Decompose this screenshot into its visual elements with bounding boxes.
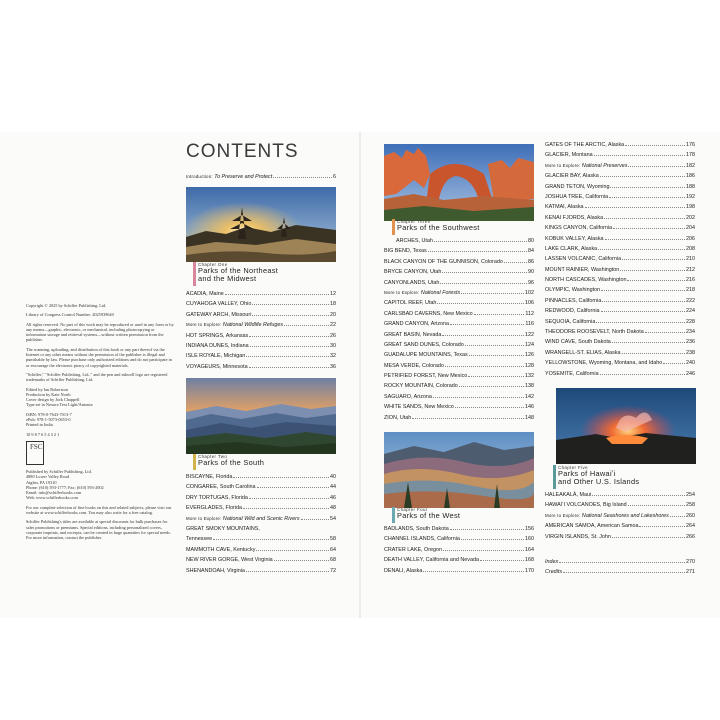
chapter-one-list [186,289,336,372]
isbn-paragraph: ISBN: 978-0-7643-7013-7 ePub: 978-1-5073-0653-0 Printed in India [26,411,72,428]
toc-entry[interactable]: WIND CAVE, South Dakota 236 [545,339,695,346]
toc-entry[interactable]: EVERGLADES, Florida 48 [186,505,336,512]
toc-entry[interactable]: GREAT SAND DUNES, Colorado 124 [384,341,534,348]
toc-entry[interactable]: JOSHUA TREE, California 192 [545,193,695,200]
toc-entry[interactable]: SAGUARO, Arizona 142 [384,393,534,400]
toc-entry[interactable]: BRYCE CANYON, Utah 90 [384,269,534,276]
toc-entry[interactable]: CANYONLANDS, Utah 96 [384,279,534,286]
toc-entry[interactable]: BIG BEND, Texas 84 [384,248,534,255]
toc-entry[interactable]: LAKE CLARK, Alaska 208 [545,245,695,252]
toc-entry[interactable]: OLYMPIC, Washington 218 [545,287,695,294]
chapter-three-list [384,236,534,423]
toc-entry-credits[interactable]: Credits 271 [545,569,695,576]
toc-entry[interactable]: NEW RIVER GORGE, West Virginia 68 [186,557,336,564]
toc-entry[interactable]: SHENANDOAH, Virginia 72 [186,567,336,574]
chapter-five-list [545,490,695,542]
chapter-five-photo [556,388,696,464]
chapter-two-photo [186,378,336,454]
toc-entry[interactable]: More to Explore: National Preserves 182 [545,162,695,169]
chapter-one-photo [186,187,336,262]
toc-entry[interactable]: CUYAHOGA VALLEY, Ohio 18 [186,301,336,308]
toc-entry[interactable]: CHANNEL ISLANDS, California 160 [384,536,534,543]
toc-entry[interactable]: KENAI FJORDS, Alaska 202 [545,214,695,221]
copyright-block [26,303,174,545]
toc-entry[interactable]: More to Explore: National Wild and Scenic Rivers 54 [186,515,336,522]
toc-entry[interactable]: NORTH CASCADES, Washington 216 [545,277,695,284]
toc-entry[interactable]: DENALI, Alaska 170 [384,567,534,574]
chapter-two-heading: Chapter Two Parks of the South [198,454,264,467]
toc-entry[interactable]: CARLSBAD CAVERNS, New Mexico 112 [384,310,534,317]
bulk-paragraph: Schiffer Publishing's titles are available at special discounts for bulk purchases for sales promotions or premiums. Special editions, including personalized covers, corporate imprints, and excerpts, can be created in large quantities for special needs. For more information, contact the publisher. [26,519,171,541]
toc-entry[interactable]: LASSEN VOLCANIC, California 210 [545,256,695,263]
toc-entry[interactable]: GLACIER, Montana 178 [545,152,695,159]
back-matter-list [545,557,695,578]
toc-entry[interactable]: GUADALUPE MOUNTAINS, Texas 126 [384,352,534,359]
toc-entry[interactable]: GLACIER BAY, Alaska 186 [545,173,695,180]
toc-entry[interactable]: GATEWAY ARCH, Missouri 20 [186,311,336,318]
toc-entry[interactable]: HAWAIʻI VOLCANOES, Big Island 258 [545,502,695,509]
toc-entry[interactable]: HALEAKALĀ, Maui 254 [545,492,695,498]
toc-entry[interactable]: ISLE ROYALE, Michigan 32 [186,353,336,360]
toc-entry[interactable]: KOBUK VALLEY, Alaska 206 [545,235,695,242]
chapter-three-photo [384,144,534,221]
printing-line: 10 9 8 7 6 5 4 3 2 1 [26,431,60,437]
rights-paragraph: All rights reserved. No part of this work may be reproduced or used in any form or by any means—graphic, electronic, or mechanical, including photocopying or information storage and retrieval systems—without written permission from the publisher. [26,321,174,343]
toc-entry[interactable]: YOSEMITE, California 246 [545,370,695,377]
toc-entry[interactable]: PETRIFIED FOREST, New Mexico 132 [384,373,534,380]
toc-entry[interactable]: BLACK CANYON OF THE GUNNISON, Colorado 86 [384,258,534,265]
publisher-address: Published by Schiffer Publishing, Ltd. 4880 Lower Valley Road Atglen, PA 19310 Phone: (610) 593-1777; Fax: (610) 593-2002 Email: info@schifferbooks.com Web: www.schifferbooks.com [26,468,104,501]
fsc-logo-icon: FSC [26,441,44,465]
toc-entry[interactable]: KATMAI, Alaska 198 [545,204,695,211]
toc-entry[interactable]: VIRGIN ISLANDS, St. John 266 [545,533,695,540]
catalog-paragraph: For our complete selection of fine books on this and related subjects, please visit our website at www.schifferbooks.com. You may also write for a free catalog. [26,504,172,516]
trademark-paragraph: "Schiffer," "Schiffer Publishing, Ltd.," and the pen and inkwell logo are registered trademarks of Schiffer Publishing, Ltd. [26,371,168,383]
toc-entry[interactable]: ROCKY MOUNTAIN, Colorado 138 [384,383,534,390]
toc-entry[interactable]: GREAT SMOKY MOUNTAINS, [186,525,260,532]
toc-entry[interactable]: BISCAYNE, Florida 40 [186,474,336,480]
toc-entry[interactable]: GATES OF THE ARCTIC, Alaska 176 [545,142,695,148]
toc-entry[interactable]: CONGAREE, South Carolina 44 [186,484,336,491]
toc-entry[interactable]: MESA VERDE, Colorado 128 [384,362,534,369]
toc-entry[interactable]: HOT SPRINGS, Arkansas 26 [186,332,336,339]
page-title: CONTENTS [186,141,299,162]
toc-entry[interactable]: More to Explore: National Seashores and Lakeshores 260 [545,512,695,519]
toc-entry[interactable]: DRY TORTUGAS, Florida 46 [186,494,336,501]
chapter-one-heading: Chapter One Parks of the Northeast and the Midwest [198,262,278,283]
toc-entry[interactable]: CRATER LAKE, Oregon 164 [384,546,534,553]
toc-entry[interactable]: MOUNT RAINIER, Washington 212 [545,266,695,273]
toc-entry[interactable]: KINGS CANYON, California 204 [545,225,695,232]
toc-entry[interactable]: ZION, Utah 148 [384,414,534,421]
chapter-four-list-continued [545,140,695,379]
chapter-five-heading: Chapter Five Parks of Hawaiʻi and Other U.S. Islands [558,465,639,486]
chapter-four-list [384,524,534,576]
toc-entry[interactable]: GRAND TETON, Wyoming 188 [545,183,695,190]
toc-entry[interactable]: BADLANDS, South Dakota 156 [384,526,534,532]
toc-entry[interactable]: CAPITOL REEF, Utah 106 [384,300,534,307]
chapter-three-heading: Chapter Three Parks of the Southwest [397,219,480,232]
toc-entry[interactable]: SEQUOIA, California 228 [545,318,695,325]
chapter-four-heading: Chapter Four Parks of the West [397,507,460,520]
piracy-paragraph: The scanning, uploading, and distribution of this book or any part thereof via the Internet or any other means without the permission of the publisher is illegal and punishable by law. Please purchase only authorized editions and do not participate in or encourage the electronic piracy of copyrighted materials. [26,346,172,368]
chapter-two-list [186,472,336,576]
toc-entry[interactable]: DEATH VALLEY, California and Nevada 168 [384,557,534,564]
toc-entry[interactable]: GREAT BASIN, Nevada 122 [384,331,534,338]
toc-entry[interactable]: INDIANA DUNES, Indiana 30 [186,342,336,349]
toc-entry[interactable]: PINNACLES, California 222 [545,297,695,304]
toc-entry[interactable]: WHITE SANDS, New Mexico 146 [384,404,534,411]
toc-entry[interactable]: GRAND CANYON, Arizona 116 [384,321,534,328]
toc-entry[interactable]: VOYAGEURS, Minnesota 36 [186,363,336,370]
toc-entry[interactable]: More to Explore: National Wildlife Refuges 22 [186,322,336,329]
copyright-line: Copyright © 2025 by Schiffer Publishing, Ltd. [26,303,107,308]
toc-entry[interactable]: More to Explore: National Forests 102 [384,289,534,296]
toc-entry[interactable]: AMERICAN SAMOA, American Samoa 264 [545,523,695,530]
toc-entry-index[interactable]: Index 270 [545,559,695,565]
chapter-four-photo [384,432,534,508]
book-gutter [359,132,361,618]
toc-entry[interactable]: REDWOOD, California 224 [545,308,695,315]
toc-entry[interactable]: YELLOWSTONE, Wyoming, Montana, and Idaho 240 [545,360,695,367]
toc-entry[interactable]: ACADIA, Maine 12 [186,291,336,297]
lccn-line: Library of Congress Control Number: 2025939640 [26,312,114,318]
toc-entry[interactable]: THEODORE ROOSEVELT, North Dakota 234 [545,329,695,336]
intro-entry: Introduction: To Preserve and Protect 6 [186,174,336,180]
toc-entry[interactable]: MAMMOTH CAVE, Kentucky 64 [186,546,336,553]
credits-paragraph: Edited by Ian Robertson Production by Kate North Cover design by Jack Chappell Type set in Nexora Text Light/Antonia [26,386,93,408]
toc-entry[interactable]: ARCHES, Utah 80 [396,238,534,244]
toc-entry[interactable]: WRANGELL-ST. ELIAS, Alaska 238 [545,349,695,356]
toc-entry[interactable]: Tennessee 58 [186,536,336,543]
